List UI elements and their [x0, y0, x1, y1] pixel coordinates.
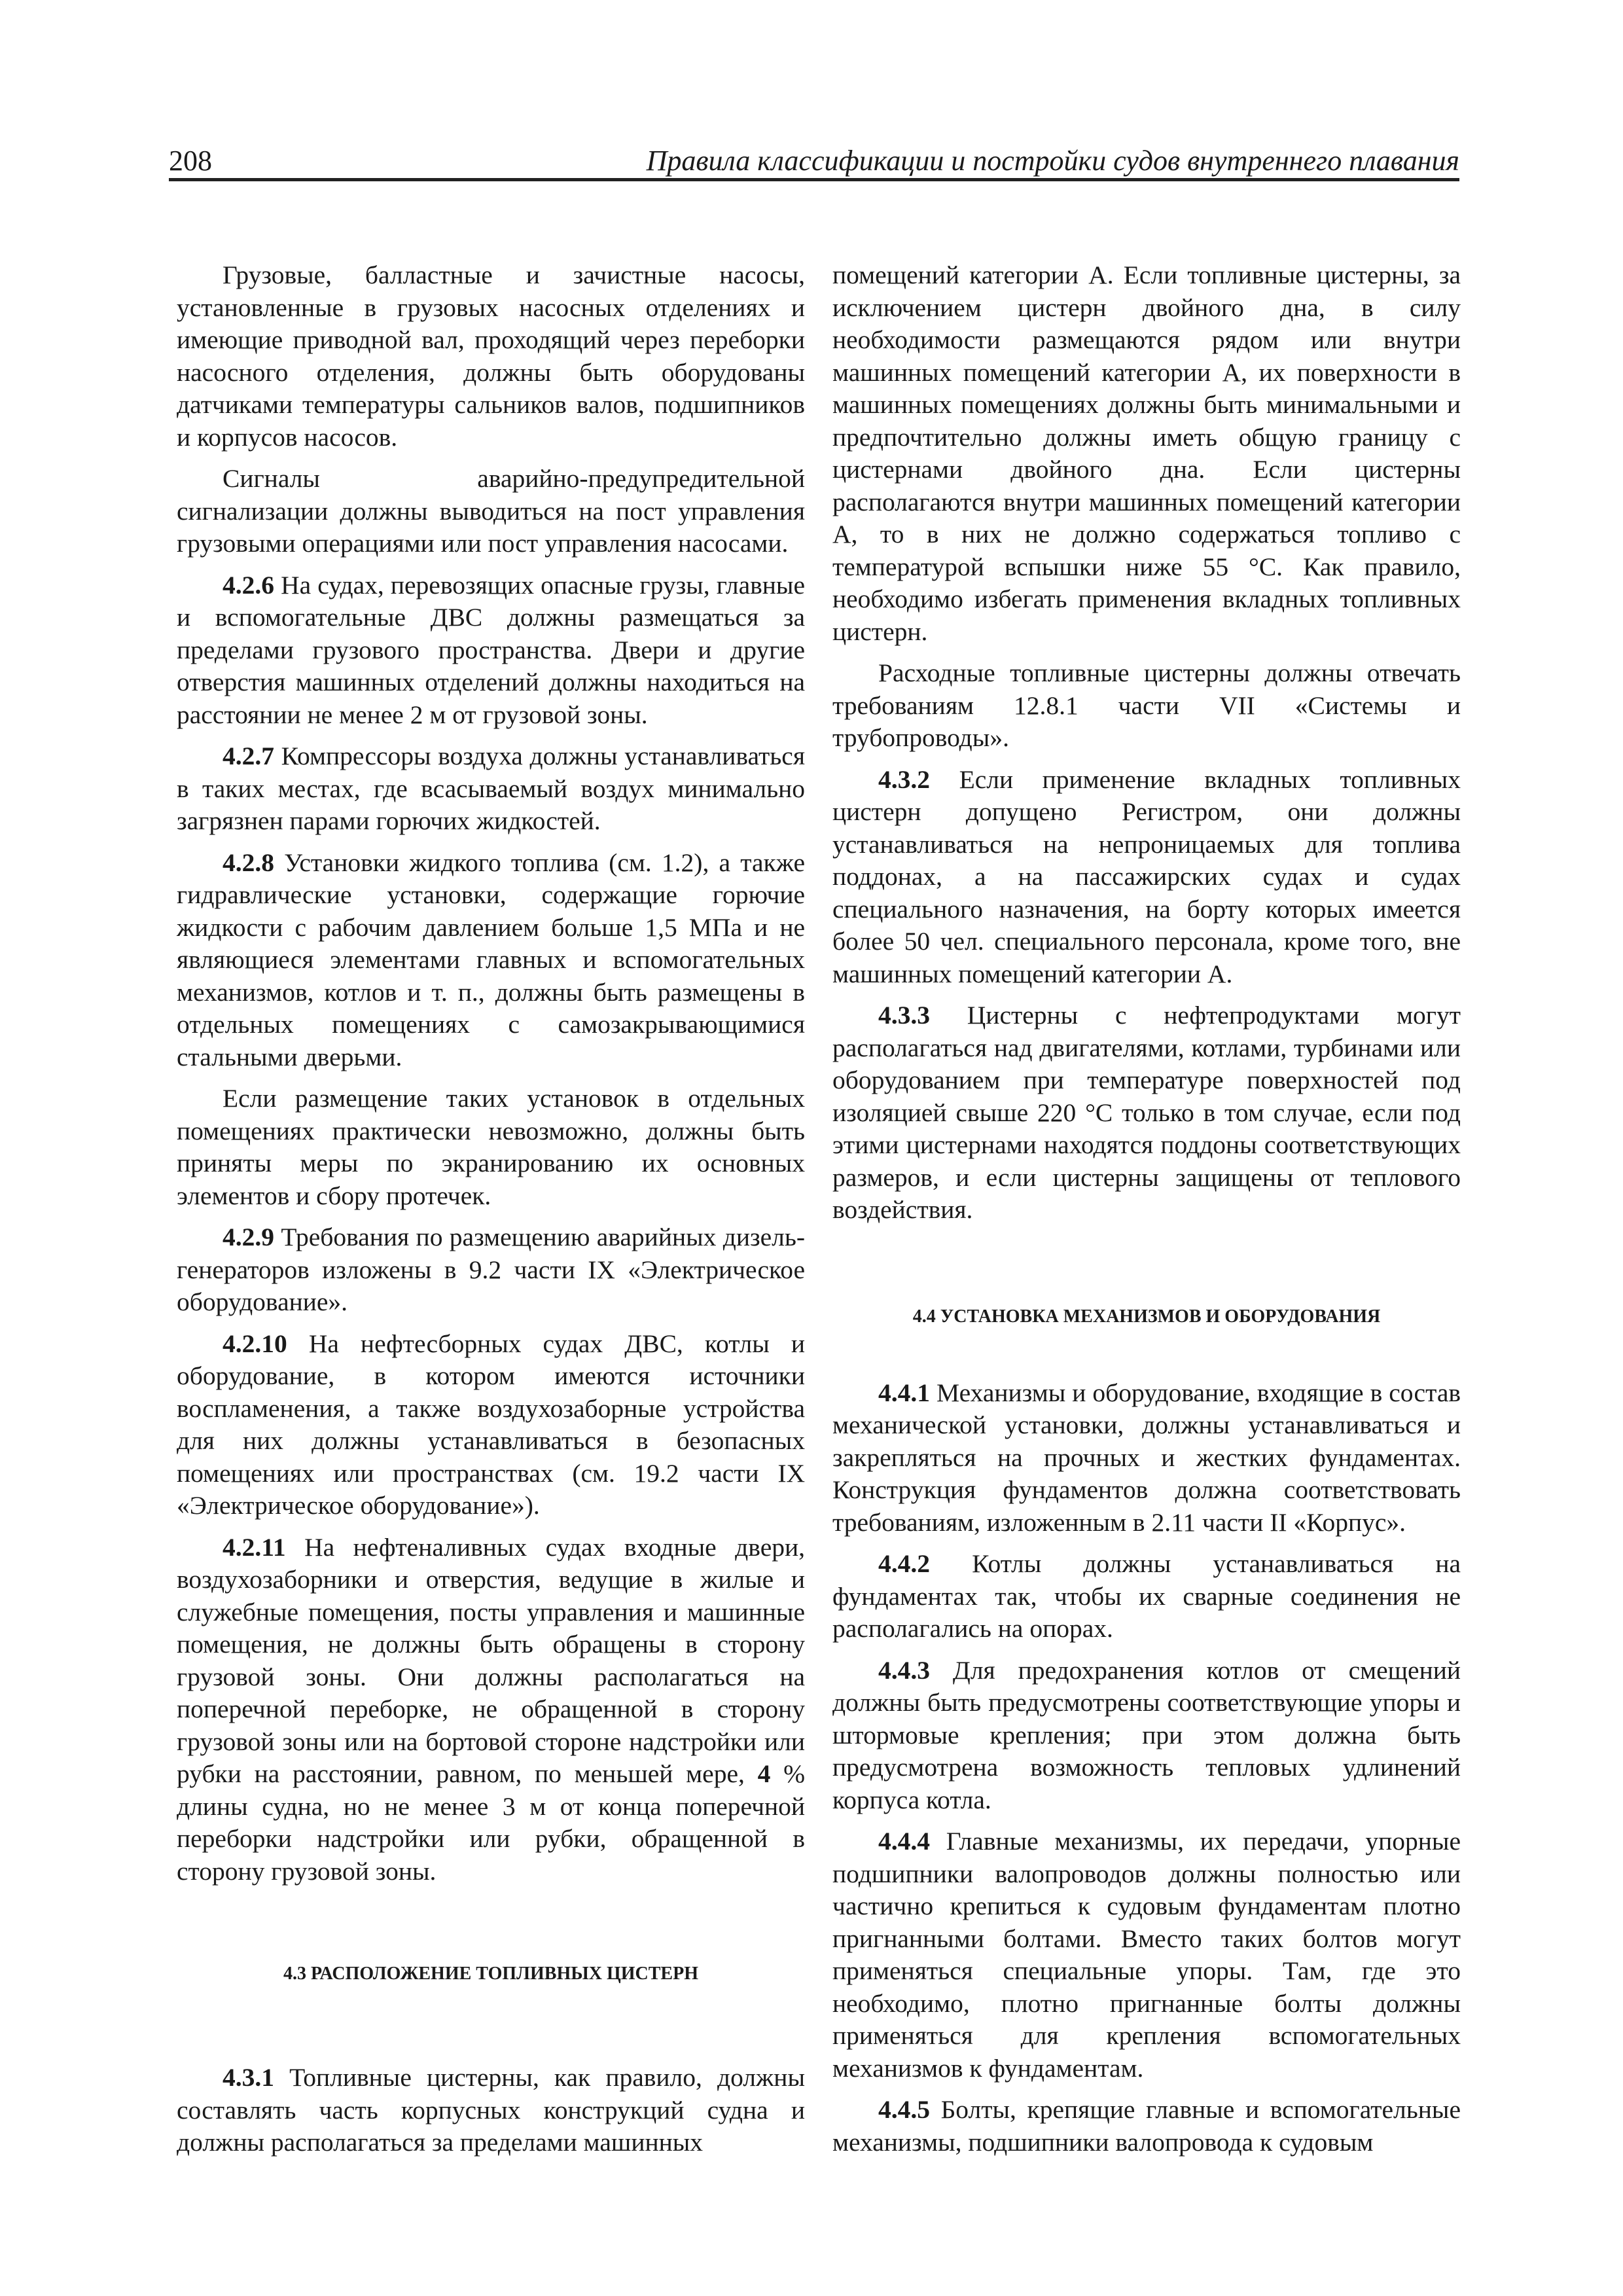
- section-heading-4-3: 4.3 РАСПОЛОЖЕНИЕ ТОПЛИВНЫХ ЦИСТЕРН: [283, 1964, 698, 1984]
- clause-text: На нефтеналивных судах входные двери, воздухозаборники и отверстия, ведущие в жилые и служебные помещения, посты управления и машинные помещения, не должны быть обращены в сторону грузовой зоны. Они должны располагаться на поперечной переборке, не обращенной в сторону грузовой зоны или на бортовой стороне надстройки или рубки на расстоянии, равном, по меньшей мере,: [177, 1532, 805, 1788]
- clause-text: Болты, крепящие главные и вспомогательные механизмы, подшипники валопровода к судовым: [832, 2095, 1461, 2157]
- clause-4-3-2: [832, 764, 1461, 991]
- clause-number: 4.2.6: [223, 570, 274, 600]
- paragraph-alarm-signals: Сигналы аварийно-предупредительной сигнализации должны выводиться на пост управления грузовыми операциями или пост управления насосами.: [177, 464, 805, 558]
- paragraph-pumps: Грузовые, балластные и зачистные насосы, установленные в грузовых насосных отделениях и имеющие приводной вал, проходящий через переборки насосного отделения, должны быть оборудованы датчиками температуры сальников валов, подшипников и корпусов насосов.: [177, 260, 805, 452]
- clause-4-4-5: [832, 2094, 1461, 2159]
- clause-text: Механизмы и оборудование, входящие в состав механической установки, должны устанавливаться и закрепляться на прочных и жестких фундаментах. Конструкция фундаментов должна соответствовать требованиям, изложенным в 2.11 части II «Корпус».: [832, 1378, 1461, 1537]
- clause-4-2-11: [177, 1532, 805, 1888]
- clause-text: Котлы должны устанавливаться на фундаментах так, чтобы их сварные соединения не располагались на опорах.: [832, 1549, 1461, 1643]
- clause-4-2-7: [177, 740, 805, 838]
- clause-number: 4.2.10: [223, 1329, 287, 1358]
- clause-text: На судах, перевозящих опасные грузы, главные и вспомогательные ДВС должны размещаться за пределами грузового пространства. Двери и другие отверстия машинных отделений должны находиться на расстоянии не менее 2 м от грузовой зоны.: [177, 570, 805, 729]
- clause-emphasis: 4: [757, 1759, 771, 1788]
- paragraph-shielding: Если размещение таких установок в отдельных помещениях практически невозможно, должны быть приняты меры по экранированию их основных элементов и сбору протечек.: [177, 1084, 805, 1210]
- clause-4-2-8: [177, 847, 805, 1074]
- clause-4-2-9: [177, 1221, 805, 1319]
- page-number: 208: [169, 145, 212, 177]
- right-column: [832, 259, 1461, 2168]
- clause-number: 4.4.1: [878, 1378, 930, 1407]
- clause-number: 4.2.8: [223, 848, 274, 877]
- clause-number: 4.3.3: [878, 1001, 930, 1030]
- clause-number: 4.3.1: [223, 2063, 274, 2092]
- clause-text: Если применение вкладных топливных цистерн допущено Регистром, они должны устанавливаться на непроницаемых для топлива поддонах, а на пассажирских судах и судах специального назначения, на борту которых имеется более 50 чел. специального персонала, кроме того, вне машинных помещений категории А.: [832, 764, 1461, 988]
- clause-text: Установки жидкого топлива (см. 1.2), а также гидравлические установки, содержащие горючие жидкости с рабочим давлением больше 1,5 МПа и не являющиеся элементами главных и вспомогательных механизмов, котлов и т. п., должны быть размещены в отдельных помещениях с самозакрывающимися стальными дверьми.: [177, 848, 805, 1071]
- clause-number: 4.2.9: [223, 1223, 274, 1251]
- clause-4-4-3: [832, 1655, 1461, 1817]
- paragraph-continued: помещений категории А. Если топливные цистерны, за исключением цистерн двойного дна, в силу необходимости размещаются рядом или внутри машинных помещений категории А, их поверхности в машинных помещениях должны быть минимальными и предпочтительно должны иметь общую границу с цистернами двойного дна. Если цистерны располагаются внутри машинных помещений категории А, то в них не должно содержаться топливо с температурой вспышки ниже 55 °С. Как правило, необходимо избегать применения вкладных топливных цистерн.: [832, 260, 1461, 646]
- clause-4-3-1: [177, 2062, 805, 2159]
- clause-4-4-4: [832, 1825, 1461, 2085]
- clause-number: 4.4.3: [878, 1655, 930, 1685]
- clause-text: Требования по размещению аварийных дизель-генераторов изложены в 9.2 части IX «Электрическое оборудование».: [177, 1223, 805, 1316]
- clause-4-2-6: [177, 569, 805, 732]
- clause-number: 4.4.4: [878, 1827, 930, 1856]
- paragraph-service-tanks: Расходные топливные цистерны должны отвечать требованиям 12.8.1 части VII «Системы и трубопроводы».: [832, 658, 1461, 752]
- clause-4-2-10: [177, 1328, 805, 1522]
- clause-text: Для предохранения котлов от смещений должны быть предусмотрены соответствующие упоры и штормовые крепления; при этом должна быть предусмотрена возможность тепловых удлинений корпуса котла.: [832, 1655, 1461, 1814]
- clause-number: 4.4.2: [878, 1549, 930, 1578]
- clause-number: 4.2.7: [223, 742, 274, 770]
- clause-text: Цистерны с нефтепродуктами могут располагаться над двигателями, котлами, турбинами или оборудованием при температуре поверхностей под изоляцией свыше 220 °С только в том случае, если под этими цистернами находятся поддоны соответствующих размеров, и если цистерны защищены от теплового воздействия.: [832, 1001, 1461, 1224]
- clause-4-4-1: [832, 1377, 1461, 1539]
- clause-number: 4.4.5: [878, 2095, 930, 2124]
- clause-text: Главные механизмы, их передачи, упорные подшипники валопроводов должны полностью или частично крепиться к судовым фундаментам плотно пригнанными болтами. Вместо таких болтов могут применяться специальные упоры. Там, где это необходимо, плотно пригнанные болты должны применяться для крепления вспомогательных механизмов к фундаментам.: [832, 1827, 1461, 2083]
- clause-4-3-3: [832, 999, 1461, 1227]
- clause-text: Топливные цистерны, как правило, должны составлять часть корпусных конструкций судна и должны располагаться за пределами машинных: [177, 2063, 805, 2157]
- clause-4-4-2: [832, 1548, 1461, 1645]
- left-column: [177, 259, 805, 2168]
- page-header: [169, 143, 1459, 179]
- clause-number: 4.3.2: [878, 764, 930, 794]
- clause-text: Компрессоры воздуха должны устанавливаться в таких местах, где всасываемый воздух минимально загрязнен парами горючих жидкостей.: [177, 742, 805, 835]
- running-title: Правила классификации и постройки судов внутреннего плавания: [646, 145, 1459, 177]
- clause-text: На нефтесборных судах ДВС, котлы и оборудование, в котором имеются источники воспламенения, а также воздухозаборные устройства для них должны устанавливаться в безопасных помещениях или пространствах (см. 19.2 части IX «Электрическое оборудование»).: [177, 1329, 805, 1520]
- clause-number: 4.2.11: [223, 1532, 286, 1562]
- header-rule: [169, 178, 1459, 181]
- clause-text: % длины судна, но не менее 3 м от конца поперечной переборки надстройки или рубки, обращенной в сторону грузовой зоны.: [177, 1759, 805, 1886]
- section-heading-4-4: 4.4 УСТАНОВКА МЕХАНИЗМОВ И ОБОРУДОВАНИЯ: [912, 1306, 1381, 1327]
